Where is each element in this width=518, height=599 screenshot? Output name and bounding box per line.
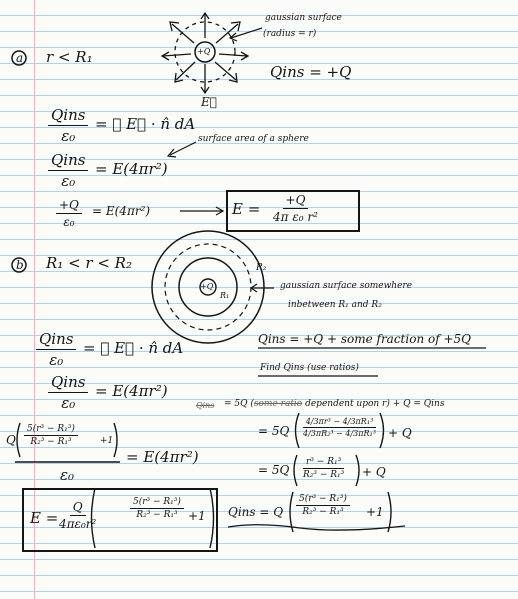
result-a-lhs: E = — [232, 200, 261, 218]
result-a-frac — [270, 193, 321, 224]
crossed-qins: Qins — [196, 401, 215, 410]
step2-a-rhs: = E(4πr²) — [95, 160, 168, 178]
r1-label: R₁ — [220, 291, 230, 300]
ratio-line-pre: = 5Q ( — [224, 399, 254, 409]
gauss-law-b-den: ε₀ — [49, 351, 64, 369]
qins-final-den: R₂³ − R₁³ — [302, 507, 344, 517]
big-inner — [24, 424, 78, 447]
gauss-law-b-num: Qins — [36, 330, 76, 350]
big-plus1: +1 — [100, 436, 114, 446]
step3-a-num: +Q — [56, 198, 82, 214]
field-label: E⃗ — [201, 95, 217, 109]
result-b-frac — [56, 500, 99, 531]
simp-den: R₂³ − R₁³ — [303, 470, 345, 480]
gauss-law-a-den: ε₀ — [61, 127, 76, 145]
ratio-line-strike: some ratio — [253, 399, 303, 409]
big-den: ε₀ — [60, 466, 75, 484]
result-b-lhs: E = — [30, 509, 59, 527]
simp-post: + Q — [362, 465, 386, 479]
qins-statement: Qins = +Q + some fraction of +5Q — [258, 332, 471, 346]
result-b-inner — [130, 497, 184, 520]
vol-line-pre: = 5Q — [258, 424, 290, 438]
result-a-den: 4π ε₀ r² — [273, 210, 318, 224]
step2-b-num: Qins — [48, 373, 88, 393]
vol-den: 4/3πR₂³ − 4/3πR₁³ — [303, 429, 376, 438]
gaussian-note-b2: inbetween R₁ and R₂ — [288, 300, 382, 310]
part-a-label: a — [16, 51, 24, 65]
gaussian-note-a2: (radius = r) — [263, 29, 317, 39]
big-inner-num: 5(r³ − R₁³) — [24, 424, 78, 436]
result-b-num: Q — [70, 500, 86, 516]
gauss-law-b — [36, 330, 76, 369]
step2-b-den: ε₀ — [61, 394, 76, 412]
gaussian-note-b: gaussian surface somewhere — [280, 281, 413, 291]
gauss-law-b-rhs: = ∮ E⃗ · n̂ dA — [83, 339, 184, 357]
step2-a-den: ε₀ — [61, 172, 76, 190]
qins-a: Qins = +Q — [270, 63, 352, 81]
step3-a — [56, 198, 82, 229]
r2-label: R₂ — [256, 263, 267, 273]
gaussian-note-a: gaussian surface — [265, 13, 342, 23]
find-qins-note: Find Qins (use ratios) — [260, 363, 359, 373]
step2-b-rhs: = E(4πr²) — [95, 382, 168, 400]
result-b-inner-num: 5(r³ − R₁³) — [130, 497, 184, 509]
vol-post: + Q — [388, 426, 412, 440]
qins-final-num: 5(r³ − R₁³) — [296, 494, 350, 506]
step3-a-den: ε₀ — [63, 215, 75, 229]
ratio-line-post: dependent upon r) + Q = Qins — [302, 399, 445, 409]
big-inner-den: R₂³ − R₁³ — [30, 437, 72, 447]
qins-final-lhs: Qins = Q — [228, 505, 284, 519]
charge-b: +Q — [200, 282, 214, 291]
ratio-line — [224, 400, 444, 409]
big-lhs-q: Q — [6, 433, 16, 447]
simp-pre: = 5Q — [258, 463, 290, 477]
qins-final-frac — [296, 494, 350, 517]
qins-final-plus1: +1 — [366, 505, 384, 519]
result-b-inner-den: R₂³ − R₁³ — [136, 510, 178, 520]
part-b-condition: R₁ < r < R₂ — [46, 254, 132, 272]
part-b-label: b — [16, 258, 24, 272]
gauss-law-a — [48, 106, 88, 145]
simp-ratio — [300, 457, 347, 480]
part-a-condition: r < R₁ — [46, 48, 93, 66]
gauss-law-a-num: Qins — [48, 106, 88, 126]
vol-num: 4/3πr³ − 4/3πR₁³ — [303, 417, 377, 428]
result-b-den: 4πε₀r² — [59, 517, 97, 531]
step3-a-rhs: = E(4πr²) — [92, 204, 151, 218]
step2-b — [48, 373, 88, 412]
gauss-law-a-rhs: = ∮ E⃗ · n̂ dA — [95, 115, 196, 133]
vol-ratio — [300, 417, 379, 438]
charge-a: +Q — [197, 47, 211, 56]
result-a-num: +Q — [283, 193, 309, 209]
step2-a-num: Qins — [48, 151, 88, 171]
result-b-plus1: +1 — [188, 509, 206, 523]
simp-num: r³ − R₁³ — [303, 457, 344, 469]
big-rhs: = E(4πr²) — [126, 448, 199, 466]
area-note: surface area of a sphere — [198, 134, 309, 144]
step2-a — [48, 151, 88, 190]
